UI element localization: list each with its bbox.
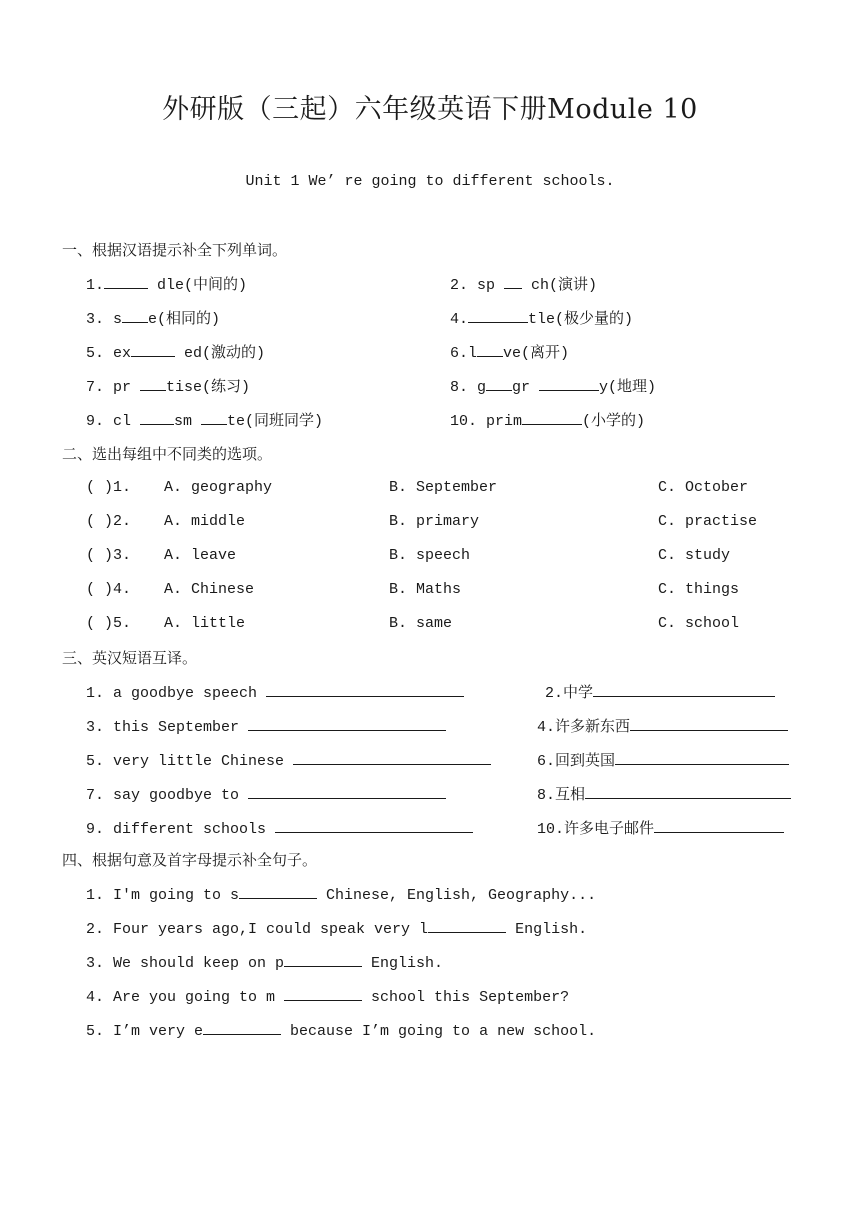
s1-item-4: 4. tle(极少量的)	[450, 308, 633, 330]
s2-answer-paren[interactable]: ( )4.	[86, 581, 132, 598]
s2-option-b: B. speech	[389, 547, 471, 564]
s2-option-a: A. leave	[164, 547, 237, 564]
s1-item-7: 7. pr tise(练习)	[86, 376, 250, 398]
worksheet-subtitle: Unit 1 We’ re going to different schools.	[245, 173, 615, 190]
s3-item-9: 9. different schools	[86, 818, 473, 840]
s3-item-6: 6.回到英国	[537, 750, 789, 772]
s3-item-10: 10.许多电子邮件	[537, 818, 784, 840]
s1-item-6: 6.l ve(离开)	[450, 342, 569, 364]
s4-item-3: 3. We should keep on p English.	[86, 952, 443, 974]
section2-heading: 二、选出每组中不同类的选项。	[62, 445, 273, 463]
s3-item-2: 2.中学	[545, 682, 775, 704]
worksheet-title: 外研版（三起）六年级英语下册Module 10	[162, 94, 698, 125]
s3-item-7: 7. say goodbye to	[86, 784, 446, 806]
s4-item-1: 1. I'm going to s Chinese, English, Geography...	[86, 884, 596, 906]
s3-item-3: 3. this September	[86, 716, 446, 738]
section4-heading: 四、根据句意及首字母提示补全句子。	[62, 851, 318, 869]
section3-heading: 三、英汉短语互译。	[62, 649, 198, 667]
s1-item-10: 10. prim (小学的)	[450, 410, 645, 432]
s1-item-9: 9. cl sm te(同班同学)	[86, 410, 323, 432]
s2-answer-paren[interactable]: ( )3.	[86, 547, 132, 564]
s1-item-3: 3. s e(相同的)	[86, 308, 220, 330]
s4-item-5: 5. I’m very e because I’m going to a new school.	[86, 1020, 596, 1042]
s3-item-1: 1. a goodbye speech	[86, 682, 464, 704]
s2-option-c: C. things	[658, 581, 740, 598]
s3-item-4: 4.许多新东西	[537, 716, 788, 738]
s2-option-b: B. primary	[389, 513, 480, 530]
s3-item-5: 5. very little Chinese	[86, 750, 491, 772]
s2-option-c: C. school	[658, 615, 740, 632]
s2-option-b: B. Maths	[389, 581, 462, 598]
s2-option-a: A. geography	[164, 479, 273, 496]
s2-option-b: B. same	[389, 615, 453, 632]
s1-item-1: 1. dle(中间的)	[86, 274, 247, 296]
s2-option-a: A. little	[164, 615, 246, 632]
s2-answer-paren[interactable]: ( )2.	[86, 513, 132, 530]
s1-item-8: 8. g gr y(地理)	[450, 376, 656, 398]
s2-option-c: C. October	[658, 479, 749, 496]
s2-option-b: B. September	[389, 479, 498, 496]
s3-item-8: 8.互相	[537, 784, 791, 806]
s1-item-5: 5. ex ed(激动的)	[86, 342, 265, 364]
s2-answer-paren[interactable]: ( )5.	[86, 615, 132, 632]
s4-item-2: 2. Four years ago,I could speak very l English.	[86, 918, 587, 940]
section1-heading: 一、根据汉语提示补全下列单词。	[62, 241, 288, 259]
s2-option-a: A. Chinese	[164, 581, 255, 598]
s4-item-4: 4. Are you going to m school this September?	[86, 986, 569, 1008]
s2-option-a: A. middle	[164, 513, 246, 530]
s2-option-c: C. practise	[658, 513, 758, 530]
s2-option-c: C. study	[658, 547, 731, 564]
s1-item-2: 2. sp ch(演讲)	[450, 274, 597, 296]
s2-answer-paren[interactable]: ( )1.	[86, 479, 132, 496]
